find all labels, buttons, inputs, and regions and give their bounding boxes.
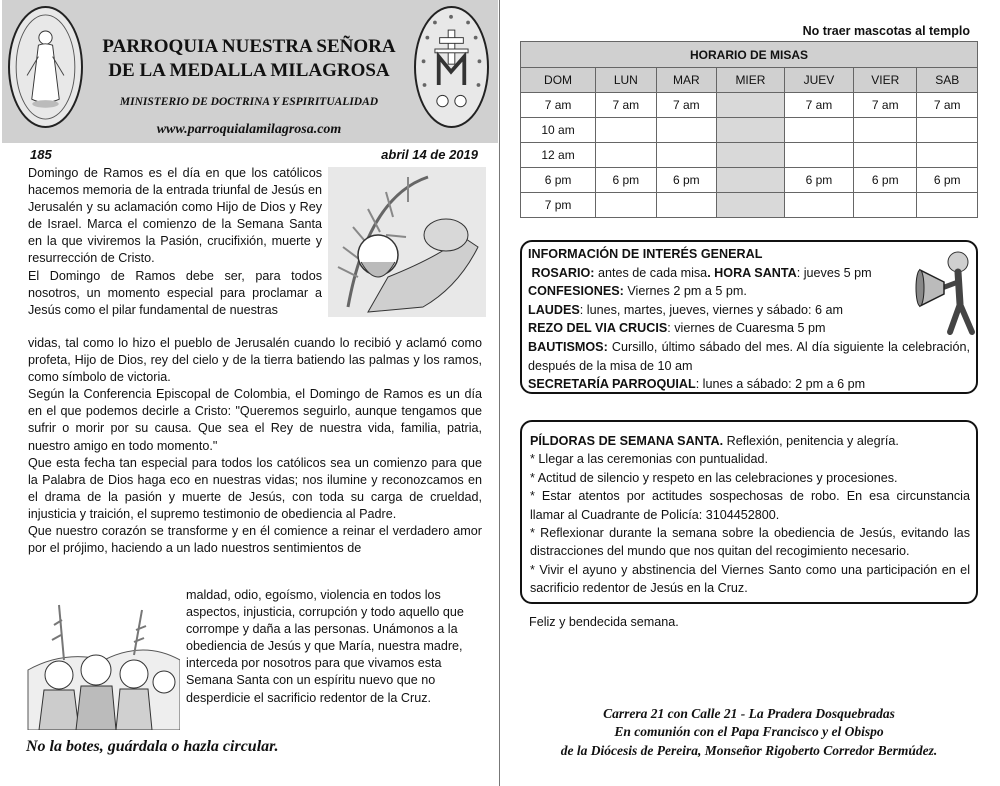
info-laudes: LAUDES: lunes, martes, jueves, viernes y sábado: 6 am (528, 302, 843, 317)
day-header: LUN (596, 68, 657, 93)
schedule-cell (656, 193, 717, 218)
schedule-cell: 7 am (596, 93, 657, 118)
circulate-notice: No la botes, guárdala o hazla circular. (26, 738, 279, 755)
day-header: MIER (717, 68, 785, 93)
day-header: VIER (854, 68, 917, 93)
issue-date: abril 14 de 2019 (381, 147, 478, 162)
article-paragraph-5: Que nuestro corazón se transforme y en él comience a reinar el verdadero amor por el prójimo, haciendo a un lado nuestros sentimientos de (28, 524, 482, 556)
info-secretaria: SECRETARÍA PARROQUIAL: lunes a sábado: 2 pm a 6 pm (528, 377, 866, 392)
schedule-cell: 6 pm (596, 168, 657, 193)
article-paragraph-2b: vidas, tal como lo hizo el pueblo de Jerusalén cuando lo recibió y aclamó como profeta, Hijo de Dios, rey del cielo y de la tierra batiendo las palmas y los ramos, como símbolo de victoria. (28, 336, 482, 385)
info-via-crucis: REZO DEL VIA CRUCIS: viernes de Cuaresma 5 pm (528, 321, 826, 336)
cross-monogram-icon (416, 8, 487, 126)
schedule-cell: 10 am (521, 118, 596, 143)
page-divider (499, 0, 500, 786)
pets-notice: No traer mascotas al templo (802, 24, 970, 38)
schedule-cell (717, 93, 785, 118)
holy-week-tips-box (520, 420, 978, 604)
article-paragraph-4: Que esta fecha tan especial para todos los católicos sea un comienzo para que la Palabra de Dios haga eco en nuestras vidas; nos ilumine y reconozcamos en el drama de la pasión y muerte de Jesús, con toda su carga de crueldad, injusticia y traición, el supremo testimonio de obediencia al Padre. (28, 455, 482, 521)
children-procession-illustration (24, 600, 180, 730)
article-body (28, 335, 482, 557)
website-link[interactable]: www.parroquialamilagrosa.com (156, 122, 342, 137)
article-intro (28, 165, 322, 319)
schedule-row (521, 143, 978, 168)
schedule-cell: 7 am (656, 93, 717, 118)
virgin-figure-icon (10, 8, 81, 126)
schedule-row (521, 168, 978, 193)
tips-heading: PÍLDORAS DE SEMANA SANTA. Reflexión, penitencia y alegría. (530, 434, 899, 448)
parish-title-line1: PARROQUIA NUESTRA SEÑORA (102, 36, 396, 57)
schedule-cell (854, 193, 917, 218)
closing-greeting: Feliz y bendecida semana. (529, 615, 679, 629)
right-page (502, 0, 1000, 786)
schedule-cell (917, 143, 978, 168)
parish-title-line2: DE LA MEDALLA MILAGROSA (108, 60, 390, 81)
medal-reverse-image (414, 6, 489, 128)
schedule-cell (784, 143, 853, 168)
schedule-cell (656, 143, 717, 168)
schedule-cell (596, 193, 657, 218)
schedule-row (521, 118, 978, 143)
schedule-row (521, 193, 978, 218)
schedule-cell (854, 143, 917, 168)
schedule-cell (717, 118, 785, 143)
left-page (0, 0, 498, 786)
schedule-cell: 6 pm (854, 168, 917, 193)
schedule-cell: 7 am (521, 93, 596, 118)
schedule-cell: 6 pm (917, 168, 978, 193)
day-header: JUEV (784, 68, 853, 93)
schedule-cell (717, 193, 785, 218)
schedule-cell (596, 143, 657, 168)
day-header: SAB (917, 68, 978, 93)
palm-sunday-illustration (328, 167, 486, 317)
schedule-cell: 7 am (854, 93, 917, 118)
info-bautismos: BAUTISMOS: Cursillo, último sábado del mes. Al día siguiente la celebración, después de la misa de 10 am (528, 339, 970, 373)
schedule-cell (854, 118, 917, 143)
schedule-row (521, 93, 978, 118)
address-line-1: Carrera 21 con Calle 21 - La Pradera Dosquebradas (603, 706, 895, 721)
megaphone-figure-icon (914, 248, 978, 336)
day-header: DOM (521, 68, 596, 93)
info-rosario: ROSARIO: antes de cada misa. HORA SANTA: jueves 5 pm (531, 265, 872, 280)
virgin-medal-image (8, 6, 83, 128)
article-paragraph-2a: El Domingo de Ramos debe ser, para todos nosotros, un momento especial para proclamar a Jesús como el pilar fundamental de nuestras (28, 268, 322, 317)
general-info-box (520, 240, 978, 394)
schedule-cell: 7 am (784, 93, 853, 118)
address-line-3: de la Diócesis de Pereira, Monseñor Rigoberto Corredor Bermúdez. (560, 743, 938, 758)
article-closing: maldad, odio, egoísmo, violencia en todos los aspectos, injusticia, corrupción y todo aquello que corrompe y daña a las personas. Unámonos a la obediencia de Jesús y que María, nuestra madre, interceda por nosotros para que vivamos esta Semana Santa con un espíritu nuevo que no desperdicie el sacrificio redentor de la Cruz. (186, 588, 464, 705)
schedule-cell (596, 118, 657, 143)
schedule-cell (784, 118, 853, 143)
tip-item: * Vivir el ayuno y abstinencia del Viernes Santo como una participación en el sacrificio redentor de Jesús en la Cruz. (530, 562, 970, 596)
schedule-days-row (521, 68, 978, 93)
header-banner (2, 0, 498, 143)
day-header: MAR (656, 68, 717, 93)
mass-schedule-table (520, 41, 978, 218)
tip-item: * Actitud de silencio y respeto en las celebraciones y procesiones. (530, 470, 898, 485)
schedule-cell: 6 pm (784, 168, 853, 193)
schedule-cell: 6 pm (521, 168, 596, 193)
schedule-cell (784, 193, 853, 218)
schedule-cell: 7 am (917, 93, 978, 118)
article-paragraph-1: Domingo de Ramos es el día en que los católicos hacemos memoria de la entrada triunfal de Jesús en Jerusalén y su aclamación como Hijo de Dios y Rey de Israel. Marca el comienzo de la Semana Santa en la que viviremos la Pasión, crucifixión, muerte y resurrección de Cristo. (28, 166, 322, 266)
article-paragraph-3: Según la Conferencia Episcopal de Colombia, el Domingo de Ramos es un día en el que podemos decirle a Cristo: "Queremos seguirlo, aunque tengamos que sufrir o morir por su causa. Que sea el Rey de nuestra vida, familia, patria, nuestro amigo en todo momento." (28, 387, 482, 453)
schedule-cell (656, 118, 717, 143)
schedule-cell (717, 168, 785, 193)
tip-item: * Reflexionar durante la semana sobre la obediencia de Jesús, evitando las distracciones del mundo que nos quitan del recogimiento necesario. (530, 526, 970, 559)
schedule-title: HORARIO DE MISAS (521, 42, 978, 68)
schedule-cell: 7 pm (521, 193, 596, 218)
info-confesiones: CONFESIONES: Viernes 2 pm a 5 pm. (528, 284, 747, 299)
address-line-2: En comunión con el Papa Francisco y el Obispo (614, 724, 884, 739)
ministry-subtitle: MINISTERIO DE DOCTRINA Y ESPIRITUALIDAD (119, 96, 379, 108)
schedule-cell: 12 am (521, 143, 596, 168)
tip-item: * Llegar a las ceremonias con puntualidad. (530, 452, 769, 467)
tip-item: * Estar atentos por actitudes sospechosas de robo. En esa circunstancia llamar al Cuadrante de Policía: 3104452800. (530, 489, 970, 522)
schedule-cell: 6 pm (656, 168, 717, 193)
schedule-cell (717, 143, 785, 168)
issue-number: 185 (30, 147, 52, 162)
info-title: INFORMACIÓN DE INTERÉS GENERAL (528, 247, 763, 261)
schedule-cell (917, 193, 978, 218)
schedule-cell (917, 118, 978, 143)
